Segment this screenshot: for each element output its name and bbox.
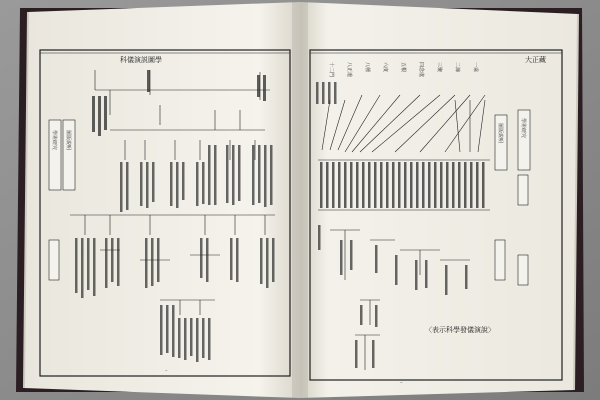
left-side-label-a: 學術研究 [51,130,57,151]
right-side-label-a: 學術研究 [520,118,526,139]
top-label-2: 八種 [364,62,370,73]
top-label-3: 六度 [382,62,388,73]
top-label-1: 八正道 [346,62,352,78]
top-label-7: 二諦 [454,62,460,73]
gutter-shadow [292,2,308,398]
right-side-box-c [518,175,528,205]
top-label-0: 十二門 [328,62,334,78]
right-side-box-e [518,255,528,285]
right-page-number-mark: – [400,380,403,386]
right-side-box-d [495,240,505,280]
top-label-4: 五根 [400,62,406,73]
right-side-label-b: 圖版説明 [497,123,503,144]
right-caption: 〈表示科學發儀演說〉 [425,326,495,334]
left-page-number-mark: – [165,368,168,374]
left-side-label-b: 圖版説明 [65,130,71,151]
top-label-5: 四念處 [418,62,424,78]
right-header: 大正藏 [525,56,546,64]
top-label-8: 一乘 [472,62,478,73]
left-side-box-c [49,240,59,280]
left-header: 科儀演説圖學 [120,56,162,64]
top-label-6: 三聚 [436,62,442,73]
